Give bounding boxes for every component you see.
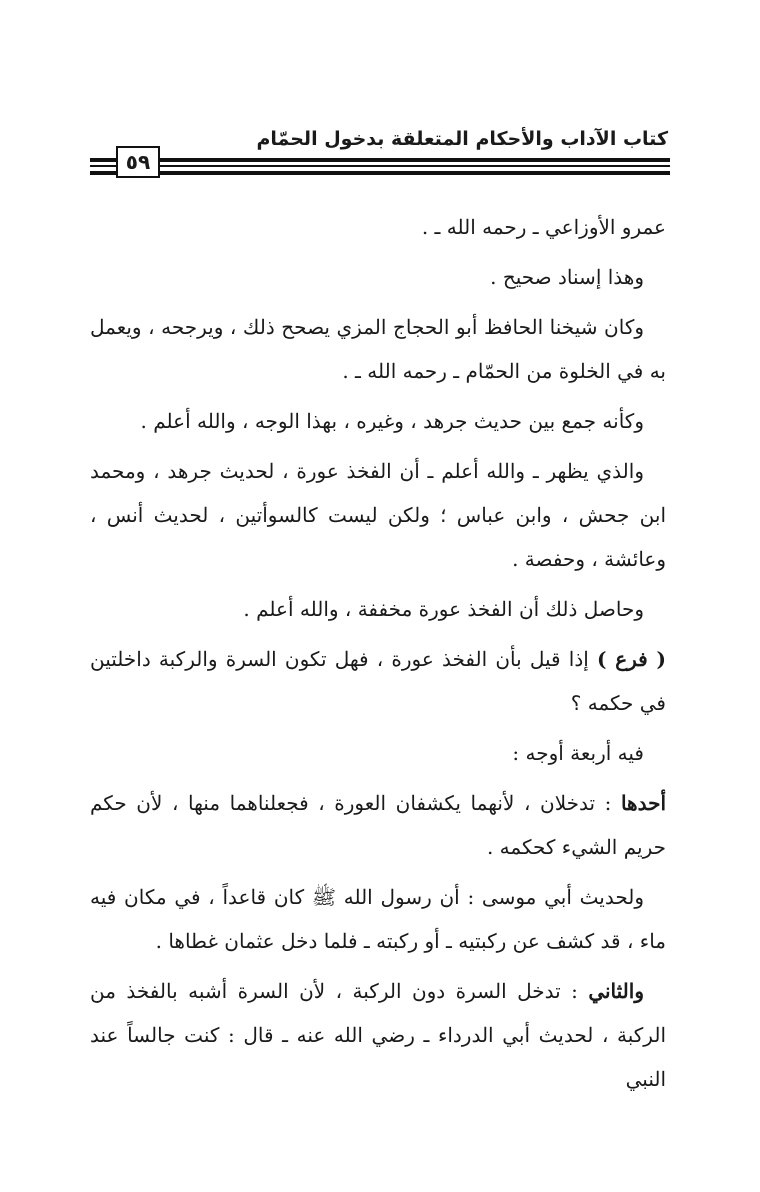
paragraph-text: : تدخل السرة دون الركبة ، لأن السرة أشبه بالفخذ من الركبة ، لحديث أبي الدرداء ـ رضي الله عنه ـ قال : كنت جالساً عند النبي — [90, 979, 666, 1091]
header-rule-bottom — [90, 171, 670, 175]
paragraph-11 — [90, 969, 666, 1101]
paragraph-3 — [90, 305, 666, 393]
header-rule-middle — [90, 165, 670, 167]
paragraph-text: وهذا إسناد صحيح . — [490, 265, 644, 289]
paragraph-10 — [90, 875, 666, 963]
paragraph-text: وحاصل ذلك أن الفخذ عورة مخففة ، والله أعلم . — [243, 597, 644, 621]
paragraph-1 — [90, 205, 666, 249]
paragraph-7 — [90, 637, 666, 725]
paragraph-text: عمرو الأوزاعي ـ رحمه الله ـ . — [421, 215, 666, 239]
page-number: ٥٩ — [116, 146, 160, 178]
paragraph-text: فيه أربعة أوجه : — [512, 741, 644, 765]
header-rule-top — [90, 158, 670, 162]
paragraph-lead: ( فرع ) — [596, 647, 666, 671]
paragraph-2 — [90, 255, 666, 299]
paragraph-9 — [90, 781, 666, 869]
paragraph-text: وكأنه جمع بين حديث جرهد ، وغيره ، بهذا الوجه ، والله أعلم . — [140, 409, 644, 433]
running-title: كتاب الآداب والأحكام المتعلقة بدخول الحمّام — [256, 128, 668, 150]
paragraph-text: إذا قيل بأن الفخذ عورة ، فهل تكون السرة والركبة داخلتين في حكمه ؟ — [90, 647, 666, 715]
paragraph-text: والذي يظهر ـ والله أعلم ـ أن الفخذ عورة ، لحديث جرهد ، ومحمد ابن جحش ، وابن عباس ؛ ولكن ليست كالسوأتين ، لحديث أنس ، وعائشة ، وحفصة . — [90, 459, 666, 571]
paragraph-6 — [90, 587, 666, 631]
body-text — [90, 205, 666, 1107]
paragraph-text: : تدخلان ، لأنهما يكشفان العورة ، فجعلناهما منها ، لأن حكم حريم الشيء كحكمه . — [90, 791, 666, 859]
paragraph-lead: أحدها — [620, 791, 666, 815]
paragraph-lead: والثاني — [588, 979, 644, 1003]
paragraph-4 — [90, 399, 666, 443]
paragraph-5 — [90, 449, 666, 581]
paragraph-text: ولحديث أبي موسى : أن رسول الله ﷺ كان قاعداً ، في مكان فيه ماء ، قد كشف عن ركبتيه ـ أو ركبته ـ فلما دخل عثمان غطاها . — [90, 885, 666, 953]
paragraph-8 — [90, 731, 666, 775]
paragraph-text: وكان شيخنا الحافظ أبو الحجاج المزي يصحح ذلك ، ويرجحه ، ويعمل به في الخلوة من الحمّام ـ رحمه الله ـ . — [90, 315, 666, 383]
